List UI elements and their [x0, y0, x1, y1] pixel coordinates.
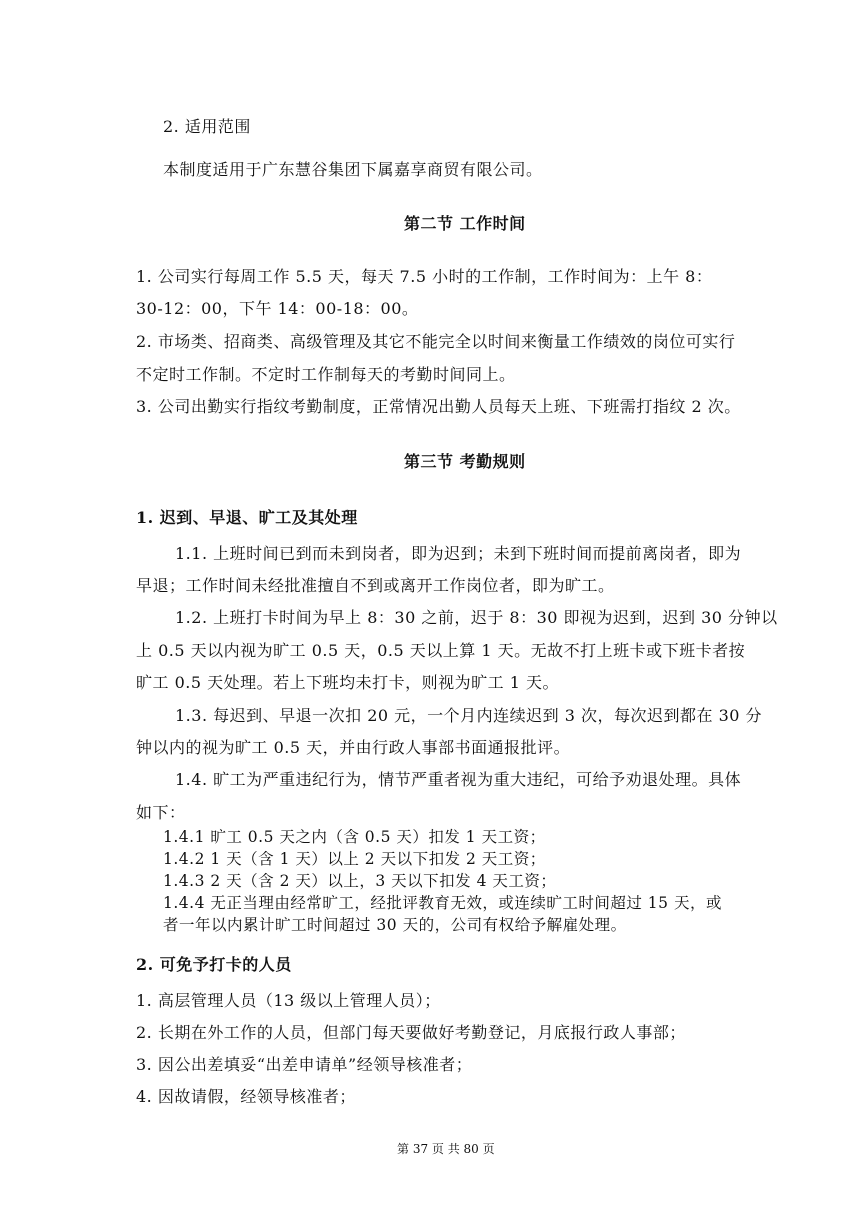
- work-time-item-2-line2: 不定时工作制。不定时工作制每天的考勤时间同上。: [136, 365, 516, 384]
- section-heading-work-time: 第二节 工作时间: [404, 214, 526, 233]
- p1-1-line1: 1.1. 上班时间已到而未到岗者，即为迟到；未到下班时间而提前离岗者，即为: [175, 544, 742, 563]
- section-heading-attendance-rules: 第三节 考勤规则: [404, 452, 526, 471]
- sub-item-1-4-4-line2: 者一年以内累计旷工时间超过 30 天的，公司有权给予解雇处理。: [163, 916, 627, 934]
- exempt-item-4: 4. 因故请假，经领导核准者；: [136, 1087, 356, 1106]
- work-time-item-3: 3. 公司出勤实行指纹考勤制度，正常情况出勤人员每天上班、下班需打指纹 2 次。: [136, 397, 741, 416]
- p1-2-line1: 1.2. 上班打卡时间为早上 8：30 之前，迟于 8：30 即视为迟到，迟到 30 分钟以: [175, 608, 778, 627]
- work-time-item-1-line2: 30-12：00，下午 14：00-18：00。: [136, 299, 419, 318]
- p1-1-line2: 早退；工作时间未经批准擅自不到或离开工作岗位者，即为旷工。: [136, 576, 615, 595]
- part2-title: 2. 可免予打卡的人员: [136, 955, 292, 974]
- p1-2-line2: 上 0.5 天以内视为旷工 0.5 天，0.5 天以上算 1 天。无故不打上班卡或下班卡者按: [136, 641, 746, 660]
- scope-item-title: 2. 适用范围: [163, 117, 251, 136]
- part1-title: 1. 迟到、早退、旷工及其处理: [136, 508, 358, 527]
- work-time-item-2-line1: 2. 市场类、招商类、高级管理及其它不能完全以时间来衡量工作绩效的岗位可实行: [136, 332, 736, 351]
- work-time-item-1-line1: 1. 公司实行每周工作 5.5 天，每天 7.5 小时的工作制，工作时间为：上午 8：: [136, 267, 713, 286]
- p1-3-line1: 1.3. 每迟到、早退一次扣 20 元，一个月内连续迟到 3 次，每次迟到都在 30 分: [175, 706, 763, 725]
- p1-2-line3: 旷工 0.5 天处理。若上下班均未打卡，则视为旷工 1 天。: [136, 673, 559, 692]
- scope-body: 本制度适用于广东慧谷集团下属嘉享商贸有限公司。: [163, 160, 543, 179]
- exempt-item-2: 2. 长期在外工作的人员，但部门每天要做好考勤登记，月底报行政人事部；: [136, 1023, 686, 1042]
- p1-4-line2: 如下：: [136, 803, 186, 822]
- page-number-footer: 第 37 页 共 80 页: [397, 1142, 495, 1156]
- sub-item-1-4-1: 1.4.1 旷工 0.5 天之内（含 0.5 天）扣发 1 天工资；: [163, 828, 546, 846]
- exempt-item-1: 1. 高层管理人员（13 级以上管理人员）；: [136, 991, 441, 1010]
- sub-item-1-4-4-line1: 1.4.4 无正当理由经常旷工，经批评教育无效，或连续旷工时间超过 15 天，或: [163, 894, 722, 912]
- exempt-item-3: 3. 因公出差填妥“出差申请单”经领导核准者；: [136, 1055, 473, 1074]
- p1-3-line2: 钟以内的视为旷工 0.5 天，并由行政人事部书面通报批评。: [136, 738, 571, 757]
- sub-item-1-4-2: 1.4.2 1 天（含 1 天）以上 2 天以下扣发 2 天工资；: [163, 850, 546, 868]
- p1-4-line1: 1.4. 旷工为严重违纪行为，情节严重者视为重大违纪，可给予劝退处理。具体: [175, 770, 742, 789]
- sub-item-1-4-3: 1.4.3 2 天（含 2 天）以上，3 天以下扣发 4 天工资；: [163, 872, 557, 890]
